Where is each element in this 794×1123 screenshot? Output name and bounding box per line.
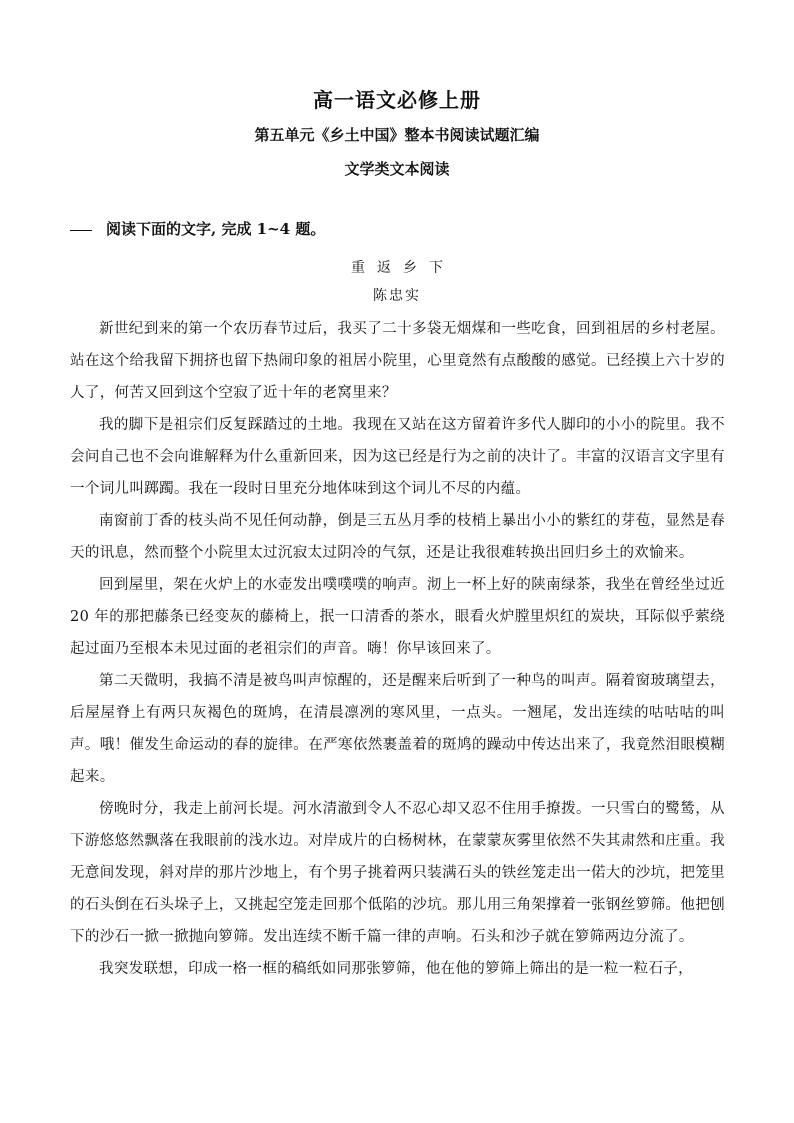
paragraph: 南窗前丁香的枝头尚不见任何动静，倒是三五丛月季的枝梢上暴出小小的紫红的芽苞，显然是春天的讯息，然而整个小院里太过沉寂太过阴冷的气氛，还是让我很难转换出回归乡土的欢愉来。 (70, 513, 725, 561)
unit-subtitle: 第五单元《乡土中国》整本书阅读试题汇编 (254, 126, 540, 144)
article-body (70, 313, 725, 985)
section-heading (70, 218, 325, 239)
paragraph: 第二天微明，我搞不清是被鸟叫声惊醒的，还是醒来后听到了一种鸟的叫声。隔着窗玻璃望去，后屋屋脊上有两只灰褐色的斑鸠，在清晨凛冽的寒风里，一点头。一翘尾，发出连续的咕咕咕的叫声。哦！催发生命运动的春的旋律。在严寒依然裹盖着的斑鸠的躁动中传达出来了，我竟然泪眼模糊起来。 (70, 673, 725, 785)
section-number-dash (70, 230, 92, 231)
article-author: 陈忠实 (373, 288, 421, 304)
category-heading: 文学类文本阅读 (344, 160, 450, 178)
paragraph: 新世纪到来的第一个农历春节过后，我买了二十多袋无烟煤和一些吃食，回到祖居的乡村老屋。站在这个给我留下拥挤也留下热闹印象的祖居小院里，心里竟然有点酸酸的感觉。已经摸上六十岁的人了，何苦又回到这个空寂了近十年的老窝里来？ (70, 321, 725, 401)
article-title: 重返乡下 (351, 260, 455, 276)
section-instruction: 阅读下面的文字, 完成 1~4 题。 (106, 220, 326, 238)
paragraph: 我的脚下是祖宗们反复踩踏过的土地。我现在又站在这方留着许多代人脚印的小小的院里。我不会问自己也不会向谁解释为什么重新回来，因为这已经是行为之前的决计了。丰富的汉语言文字里有一个词儿叫踯躅。我在一段时日里充分地体味到这个词儿不尽的内蕴。 (70, 417, 725, 497)
paragraph: 我突发联想，印成一格一框的稿纸如同那张箩筛，他在他的箩筛上筛出的是一粒一粒石子， (99, 961, 693, 977)
paragraph: 回到屋里，架在火炉上的水壶发出噗噗噗的响声。沏上一杯上好的陕南绿茶，我坐在曾经坐过近 20 年的那把藤条已经变灰的藤椅上，抿一口清香的茶水，眼看火炉膛里炽红的炭块，耳际似乎萦绕起过面乃至根本未见过面的老祖宗们的声音。嗨！你早该回来了。 (70, 577, 725, 657)
paragraph: 傍晚时分，我走上前河长堤。河水清澈到令人不忍心却又忍不住用手撩拨。一只雪白的鹭鸶，从下游悠悠然飘落在我眼前的浅水边。对岸成片的白杨树林，在蒙蒙灰雾里依然不失其肃然和庄重。我无意间发现，斜对岸的那片沙地上，有个男子挑着两只装满石头的铁丝笼走出一偌大的沙坑，把笼里的石头倒在石头垛子上，又挑起空笼走回那个低陷的沙坑。那儿用三角架撑着一张钢丝箩筛。他把刨下的沙石一掀一掀抛向箩筛。发出连续不断千篇一律的声响。石头和沙子就在箩筛两边分流了。 (70, 801, 725, 945)
document-title: 高一语文必修上册 (313, 88, 481, 112)
